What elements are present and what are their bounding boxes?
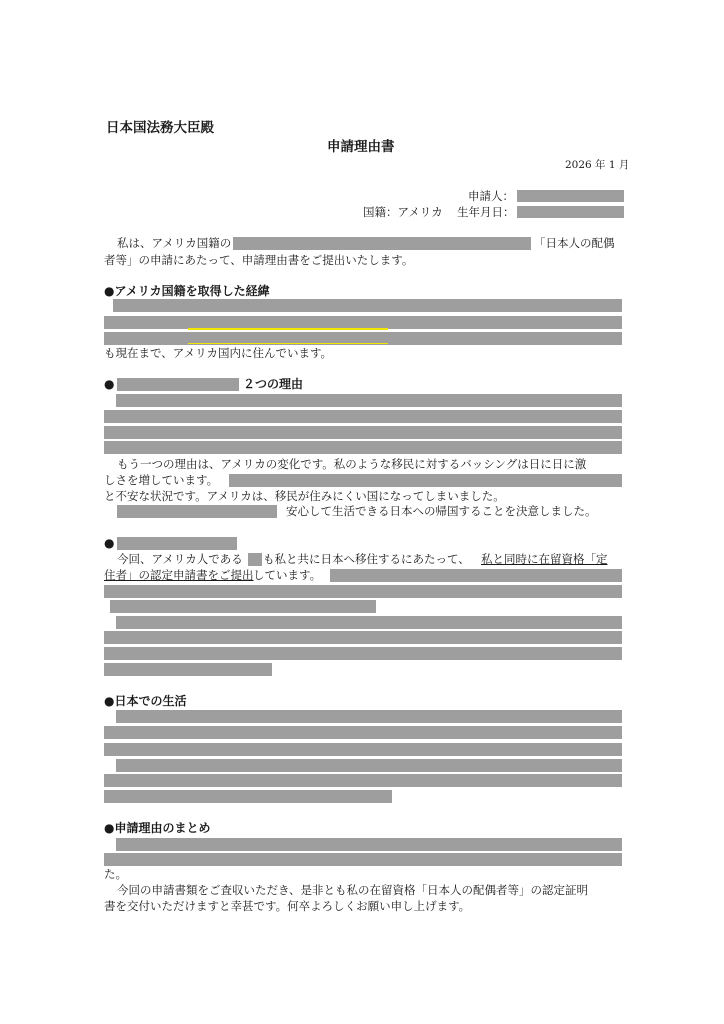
- document-title: 申請理由書: [327, 139, 395, 155]
- redacted-block: [104, 585, 622, 598]
- redacted-block: [104, 441, 622, 454]
- redacted-applicant-name: [517, 190, 624, 202]
- redacted-heading-part: [117, 537, 237, 550]
- redacted-block: [104, 743, 622, 756]
- redacted-block: [110, 600, 376, 613]
- intro-line2: 者等」の申請にあたって、申請理由書をご提出いたします。: [104, 253, 414, 267]
- section2-para2-line3: と不安な状況です。アメリカは、移民が住みにくい国になってしまいました。: [104, 489, 505, 503]
- redacted-heading-part: [117, 378, 239, 391]
- highlight-mark: [188, 343, 388, 344]
- redacted-block: [104, 426, 622, 439]
- redacted-block: [116, 394, 622, 407]
- redacted-name: [248, 553, 262, 566]
- section3-line2-suffix: しています。: [253, 568, 322, 582]
- document-date: 2026 年 1 月: [565, 159, 630, 171]
- intro-line1-prefix: 私は、アメリカ国籍の: [117, 236, 232, 250]
- section2-para3: 安心して生活できる日本への帰国することを決意しました。: [286, 504, 597, 518]
- highlight-mark: [188, 328, 388, 330]
- redacted-block: [104, 790, 392, 803]
- redacted-block: [104, 647, 622, 660]
- redacted-birthdate: [517, 206, 624, 218]
- redacted-block: [233, 237, 531, 250]
- redacted-block: [330, 569, 622, 582]
- redacted-block: [104, 774, 622, 787]
- redacted-block: [116, 710, 622, 723]
- section3-line1-underlined: 私と同時に在留資格「定: [481, 552, 608, 566]
- redacted-block: [113, 299, 622, 312]
- redacted-block: [104, 663, 272, 676]
- section-heading-citizenship: ●アメリカ国籍を取得した経緯: [104, 284, 270, 298]
- redacted-block: [116, 759, 622, 772]
- redacted-block: [117, 505, 277, 518]
- section3-line1-prefix: 今回、アメリカ人である: [117, 552, 243, 566]
- intro-line1-suffix: 「日本人の配偶: [534, 236, 615, 250]
- redacted-block: [104, 631, 622, 644]
- section2-para2-line1: もう一つの理由は、アメリカの変化です。私のような移民に対するバッシングは日に日に激: [117, 457, 587, 471]
- closing-line2: 書を交付いただけますと幸甚です。何卒よろしくお願い申し上げます。: [104, 899, 471, 913]
- birthdate-label: 生年月日：: [457, 205, 515, 219]
- section3-line2-underlined: 住者」の認定申請書をご提出: [104, 568, 254, 582]
- redacted-block: [104, 410, 622, 423]
- section3-line1-middle: も私と共に日本へ移住するにあたって、: [263, 552, 470, 566]
- section-heading-prefix: ●: [104, 536, 115, 550]
- section1-tail-line: も現在まで、アメリカ国内に住んでいます。: [104, 346, 333, 360]
- section-heading-summary: ●申請理由のまとめ: [104, 821, 211, 835]
- redacted-block: [116, 616, 622, 629]
- section5-tail-line: た。: [104, 867, 127, 881]
- applicant-label: 申請人：: [468, 189, 514, 203]
- redacted-block: [116, 838, 622, 851]
- closing-line1: 今回の申請書類をご査収いただき、是非とも私の在留資格「日本人の配偶者等」の認定証明: [117, 883, 589, 897]
- section-heading-life-in-japan: ●日本での生活: [104, 694, 187, 708]
- section-heading-prefix: ●: [104, 377, 115, 391]
- redacted-block: [104, 853, 622, 866]
- nationality-label: 国籍：アメリカ: [363, 205, 443, 219]
- redacted-block: [229, 474, 622, 487]
- addressee: 日本国法務大臣殿: [106, 120, 214, 136]
- section-heading-two-reasons: ２つの理由: [243, 377, 304, 391]
- section2-para2-line2: しさを増しています。: [104, 473, 219, 487]
- redacted-block: [104, 726, 622, 739]
